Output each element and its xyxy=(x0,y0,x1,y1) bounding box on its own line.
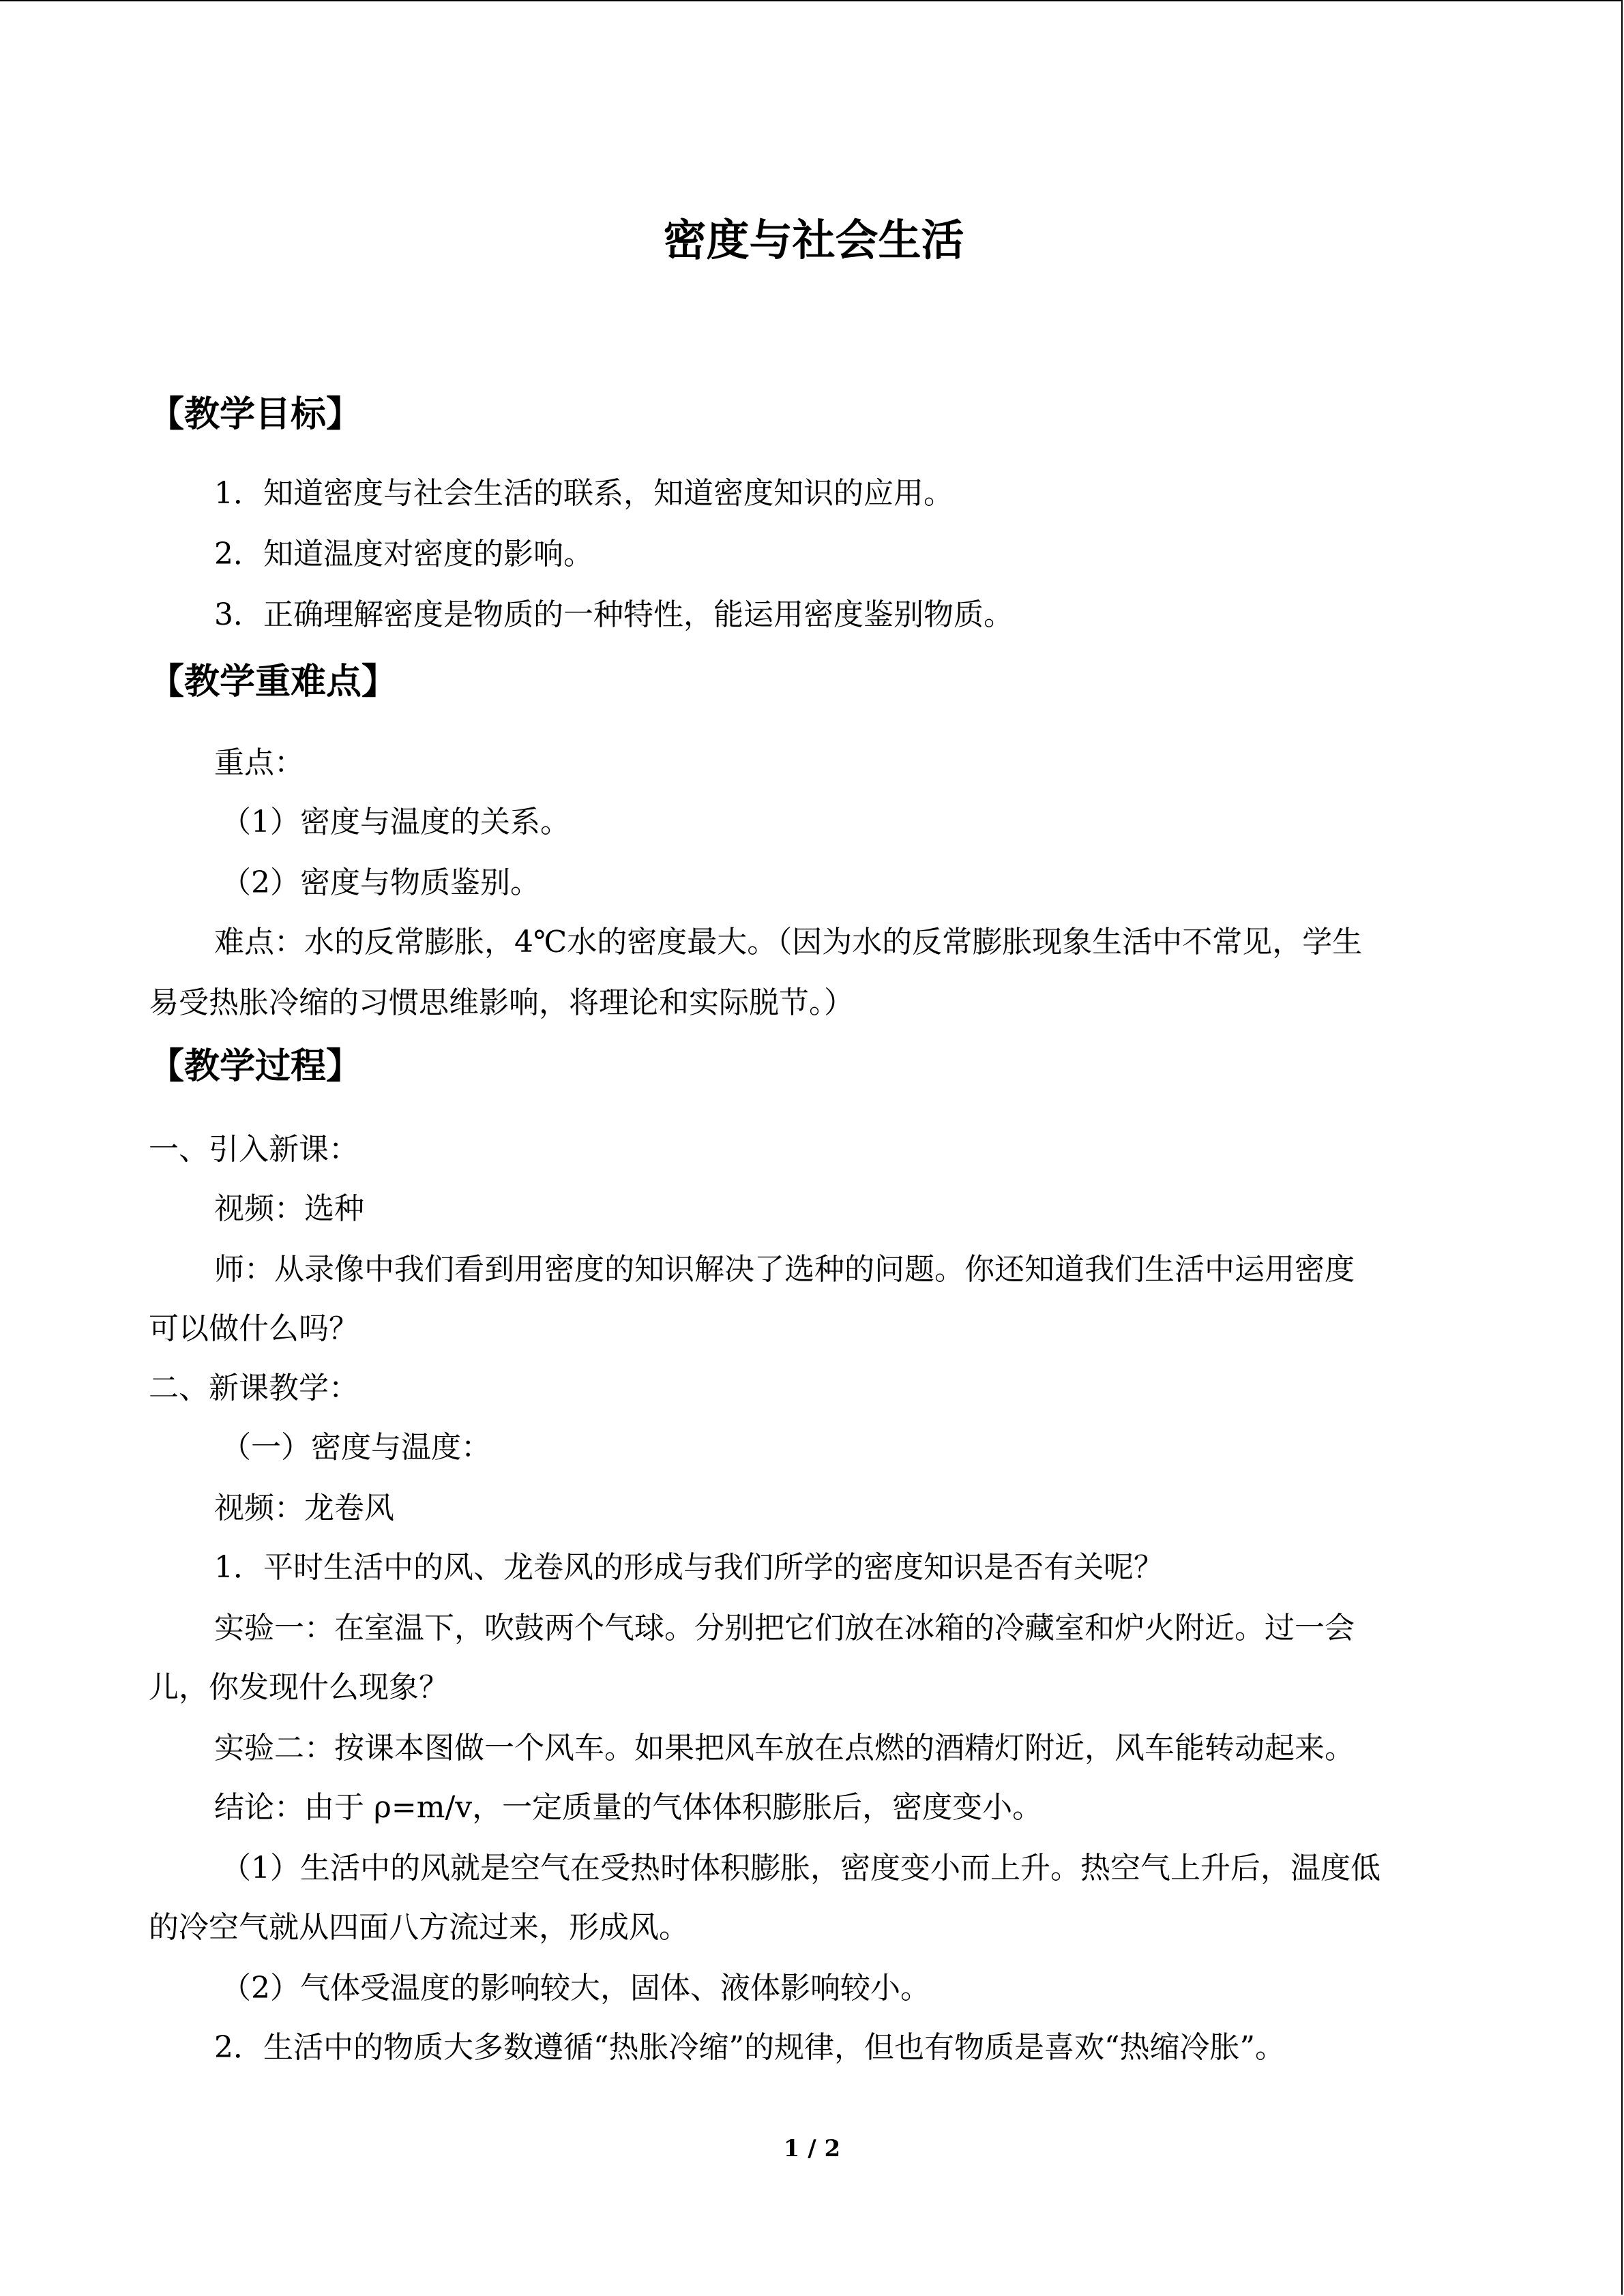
process-line: （一）密度与温度： xyxy=(221,1430,491,1465)
process-line: （2）气体受温度的影响较大，固体、液体影响较小。 xyxy=(221,1971,930,2006)
process-line: 实验二：按课本图做一个风车。如果把风车放在点燃的酒精灯附近，风车能转动起来。 xyxy=(214,1731,1355,1765)
process-line: 2．生活中的物质大多数遵循“热胀冷缩”的规律，但也有物质是喜欢“热缩冷胀”。 xyxy=(214,2030,1285,2065)
process-line: 视频：龙卷风 xyxy=(214,1491,394,1525)
process-line: 一、引入新课： xyxy=(149,1132,359,1167)
process-line: 的冷空气就从四面八方流过来，形成风。 xyxy=(149,1910,689,1945)
process-line: （1）生活中的风就是空气在受热时体积膨胀，密度变小而上升。热空气上升后，温度低 xyxy=(221,1851,1381,1885)
difficulty-text: 难点：水的反常膨胀，4℃水的密度最大。（因为水的反常膨胀现象生活中不常见，学生 xyxy=(214,925,1363,959)
key-item: （2）密度与物质鉴别。 xyxy=(221,865,540,900)
section-heading-key-points: 【教学重难点】 xyxy=(149,661,398,702)
section-heading-process: 【教学过程】 xyxy=(149,1046,362,1087)
section-heading-goals: 【教学目标】 xyxy=(149,394,362,435)
process-line: 视频：选种 xyxy=(214,1191,364,1226)
difficulty-text-continued: 易受热胀冷缩的习惯思维影响，将理论和实际脱节。） xyxy=(149,985,854,1020)
goal-item: 3．正确理解密度是物质的一种特性，能运用密度鉴别物质。 xyxy=(214,597,1014,632)
process-line: 1．平时生活中的风、龙卷风的形成与我们所学的密度知识是否有关呢？ xyxy=(214,1550,1164,1585)
page-number: 1 / 2 xyxy=(783,2135,841,2162)
process-line: 师：从录像中我们看到用密度的知识解决了选种的问题。你还知道我们生活中运用密度 xyxy=(214,1252,1355,1287)
goal-item: 2．知道温度对密度的影响。 xyxy=(214,537,593,571)
process-line: 可以做什么吗？ xyxy=(149,1311,359,1346)
goal-item: 1．知道密度与社会生活的联系，知道密度知识的应用。 xyxy=(214,476,954,511)
document-title: 密度与社会生活 xyxy=(663,215,964,265)
key-label: 重点： xyxy=(214,745,304,780)
key-item: （1）密度与温度的关系。 xyxy=(221,805,570,839)
process-line: 实验一：在室温下，吹鼓两个气球。分别把它们放在冰箱的冷藏室和炉火附近。过一会 xyxy=(214,1611,1355,1645)
process-line: 二、新课教学： xyxy=(149,1371,359,1405)
process-line: 结论：由于 ρ=m/v，一定质量的气体体积膨胀后，密度变小。 xyxy=(214,1790,1043,1825)
process-line: 儿，你发现什么现象？ xyxy=(149,1670,449,1705)
